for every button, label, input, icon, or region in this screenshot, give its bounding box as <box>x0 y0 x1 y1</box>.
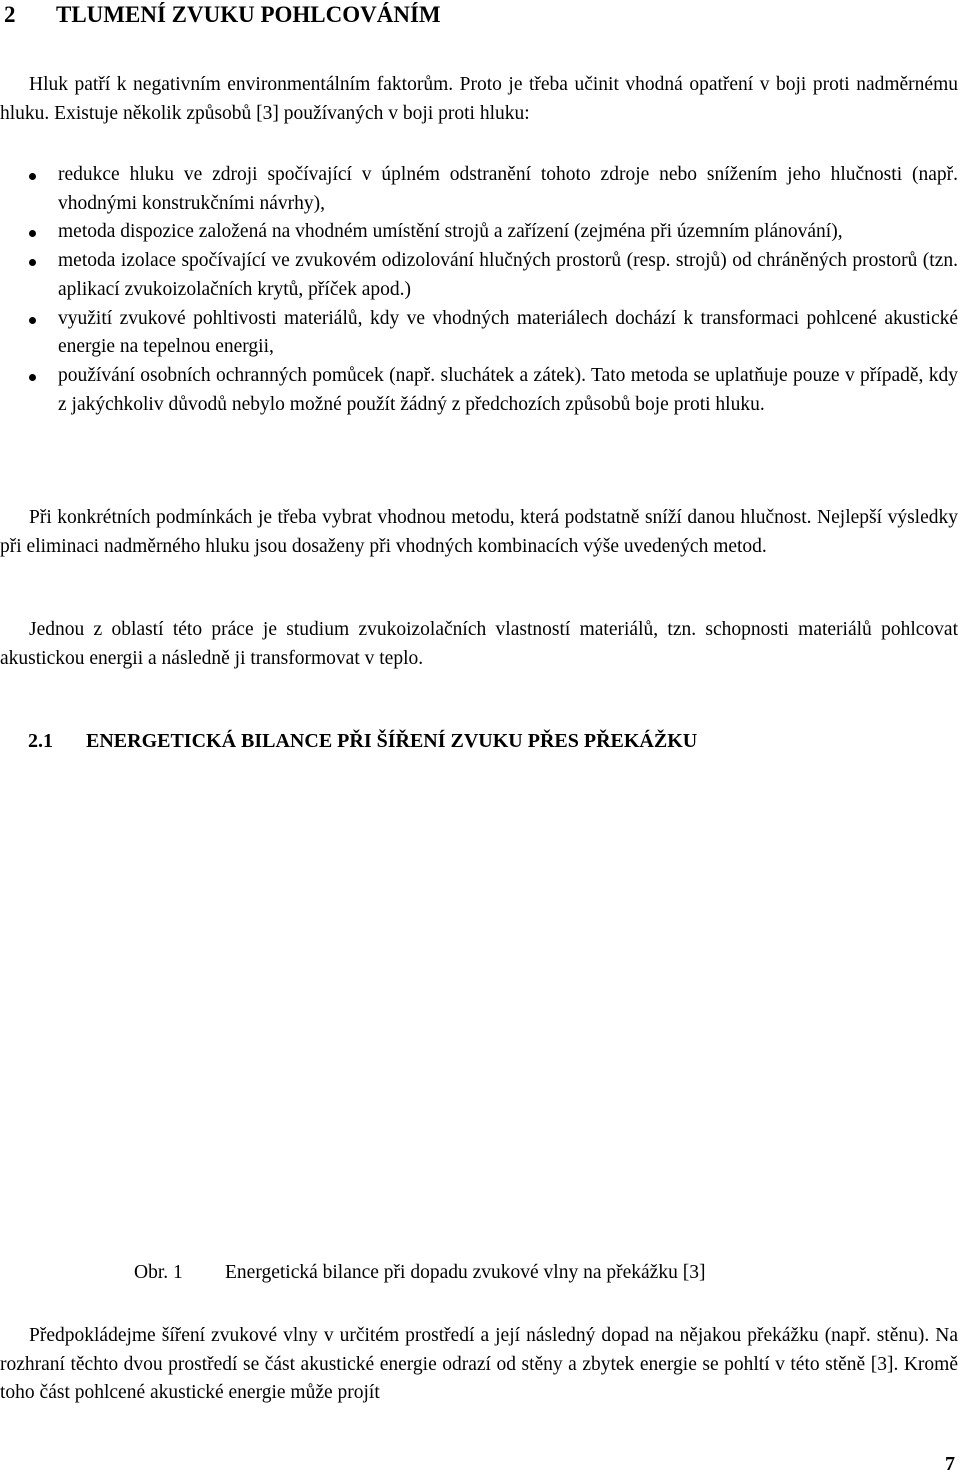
list-item <box>0 161 958 218</box>
bullet-icon <box>29 374 36 381</box>
list-item <box>0 218 958 247</box>
figure-caption <box>134 1262 705 1284</box>
bullet-icon <box>29 173 36 180</box>
list-item-text: metoda izolace spočívající ve zvukovém odizolování hlučných prostorů (resp. strojů) od chráněných prostorů (tzn. aplikací zvukoizolačních krytů, příček apod.) <box>58 250 958 300</box>
figure-label: Obr. 1 <box>134 1262 183 1283</box>
page-number: 7 <box>945 1453 955 1475</box>
methods-list <box>0 161 958 419</box>
bullet-icon <box>29 259 36 266</box>
subsection-number: 2.1 <box>28 730 53 752</box>
intro-paragraph: Hluk patří k negativním environmentálním faktorům. Proto je třeba učinit vhodná opatření v boji proti nadměrnému hluku. Existuje několik způsobů [3] používaných v boji proti hluku: <box>0 74 958 124</box>
bullet-icon <box>29 230 36 237</box>
figure-caption-text: Energetická bilance při dopadu zvukové vlny na překážku [3] <box>225 1262 706 1283</box>
list-item-text: metoda dispozice založená na vhodném umístění strojů a zařízení (zejména při územním plánování), <box>58 221 843 243</box>
paragraph-2: Při konkrétních podmínkách je třeba vybrat vhodnou metodu, která podstatně sníží danou hlučnost. Nejlepší výsledky při eliminaci nadměrného hluku jsou dosaženy při vhodných kombinacích výše uvedených metod. <box>0 507 958 557</box>
list-item <box>0 247 958 304</box>
subsection-title: ENERGETICKÁ BILANCE PŘI ŠÍŘENÍ ZVUKU PŘES PŘEKÁŽKU <box>86 730 698 752</box>
list-item-text: redukce hluku ve zdroji spočívající v úplném odstranění tohoto zdroje nebo snížením jeho hlučnosti (např. vhodnými konstrukčními návrhy), <box>58 164 958 214</box>
paragraph-4: Předpokládejme šíření zvukové vlny v určitém prostředí a její následný dopad na nějakou překážku (např. stěnu). Na rozhraní těchto dvou prostředí se část akustické energie odrazí od stěny a zbytek energie se pohltí v této stěně [3]. Kromě toho část pohlcené akustické energie může projít <box>0 1325 958 1403</box>
list-item <box>0 305 958 362</box>
section-title: TLUMENÍ ZVUKU POHLCOVÁNÍM <box>56 2 441 27</box>
list-item <box>0 362 958 419</box>
list-item-text: využití zvukové pohltivosti materiálů, kdy ve vhodných materiálech dochází k transformaci pohlcené akustické energie na tepelnou energii, <box>58 307 958 358</box>
paragraph-3: Jednou z oblastí této práce je studium zvukoizolačních vlastností materiálů, tzn. schopnosti materiálů pohlcovat akustickou energii a následně ji transformovat v teplo. <box>0 619 958 669</box>
bullet-icon <box>29 317 36 324</box>
list-item-text: používání osobních ochranných pomůcek (např. sluchátek a zátek). Tato metoda se uplatňuje pouze v případě, kdy z jakýchkoliv důvodů nebylo možné použít žádný z předchozích způsobů boje proti hluku. <box>58 364 958 415</box>
figure-placeholder <box>100 790 860 1250</box>
section-heading <box>0 2 441 28</box>
subsection-heading <box>0 730 697 753</box>
section-number: 2 <box>4 2 16 27</box>
